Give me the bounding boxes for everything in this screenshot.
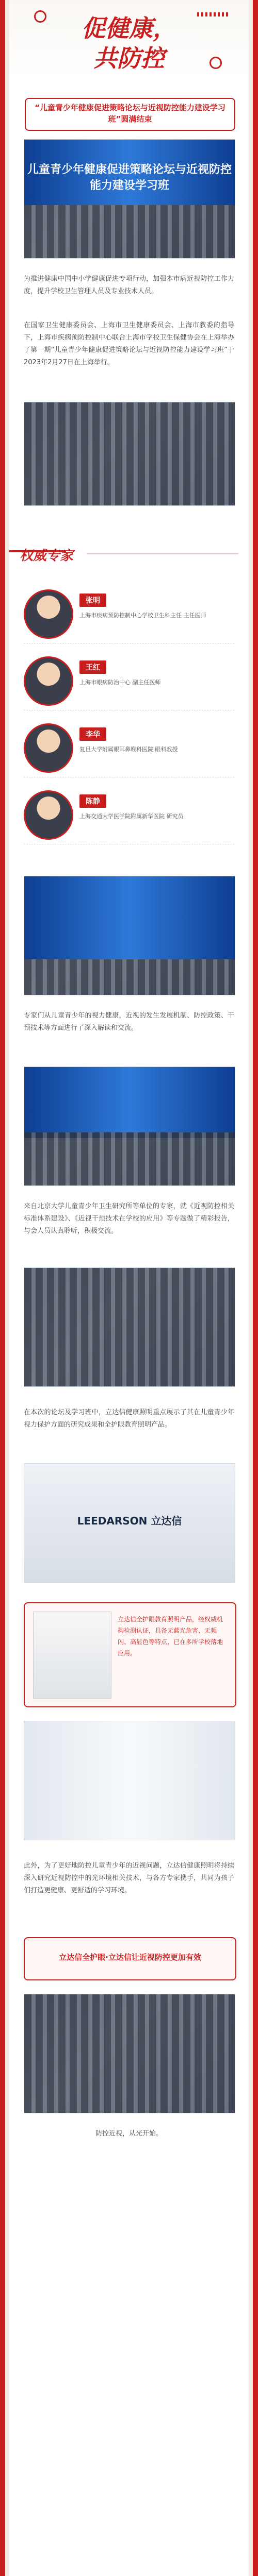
product-display-photo: [24, 1721, 235, 1840]
right-red-border: [253, 0, 258, 2576]
promo-text: 立达信全护眼·立达信让近视防控更加有效: [59, 1953, 201, 1962]
closing-paragraph-1: 此外，为了更好地防控儿童青少年的近视问题，立达信健康照明将持续深入研究近视防控中的光环境相关技术，与各方专家携手，共同为孩子们打造更健康、更舒适的学习环境。: [24, 1862, 234, 1894]
hero-title: [9, 13, 249, 73]
expert-title: 上海市眼病防治中心 副主任医师: [79, 679, 161, 686]
talks-paragraph-2: 来自北京大学儿童青少年卫生研究所等单位的专家，就《近视防控相关标准体系建设》、《近视干预技术在学校的应用》等专题做了精彩报告，与会人员认真聆听，积极交流。: [24, 1202, 234, 1235]
avatar: [24, 723, 73, 773]
hero-title-line1: 促健康，: [82, 14, 176, 42]
article-body: [9, 0, 249, 2576]
expert-card: [24, 783, 234, 844]
expert-name: 陈静: [79, 794, 106, 808]
expert-card: [24, 582, 234, 643]
expert-card: [24, 716, 234, 777]
section-experts-title: 权威专家: [20, 548, 74, 564]
intro-paragraph-1: 为推进健康中国中小学健康促进专项行动，加强本市病近视防控工作力度，提升学校卫生管理人员及专业技术人员。: [24, 275, 234, 295]
classroom-photo: [24, 1267, 235, 1387]
avatar: [24, 656, 73, 706]
left-red-border: [0, 0, 5, 2576]
expert-card: [24, 649, 234, 710]
speaker-photo: [24, 876, 235, 995]
event-banner-text: “儿童青少年健康促进策略论坛与近视防控能力建设学习班”圆满结束: [35, 103, 225, 124]
certificate-image: [33, 1612, 111, 1699]
hero-title-line2: 共防控: [93, 44, 165, 72]
hero-header: [9, 0, 249, 77]
product-booth-photo: [24, 1463, 235, 1583]
section-experts-header: [9, 541, 249, 574]
event-stage-photo: [24, 139, 235, 259]
avatar: [24, 790, 73, 840]
product-highlight-text: 立达信全护眼教育照明产品，经权威机构检测认证，具备无蓝光危害、无频闪、高显色等特点，已在多所学校落地应用。: [118, 1616, 223, 1657]
product-highlight-box: [24, 1602, 236, 1707]
expert-name: 王红: [79, 660, 106, 674]
lecture-photo: [24, 1066, 235, 1186]
audience-photo: [24, 402, 235, 506]
expert-title: 复旦大学附属眼耳鼻喉科医院 眼科教授: [79, 746, 178, 753]
expert-title: 上海交通大学医学院附属新华医院 研究员: [79, 813, 184, 820]
avatar: [24, 589, 73, 639]
stage-banner-text: 儿童青少年健康促进策略论坛与近视防控能力建设学习班: [27, 163, 232, 193]
products-paragraph-1: 在本次的论坛及学习班中，立达信健康照明重点展示了其在儿童青少年视力保护方面的研究成果和全护眼教育照明产品。: [24, 1409, 234, 1429]
brand-logo-text: LEEDARSON 立达信: [77, 1515, 182, 1527]
talks-paragraph-1: 专家们从儿童青少年的视力健康，近视的发生发展机制、防控政策、干预技术等方面进行了深入解读和交流。: [24, 1012, 234, 1032]
event-banner: [25, 98, 235, 131]
promo-box: [24, 1937, 236, 1980]
intro-paragraph-2: 在国家卫生健康委员会、上海市卫生健康委员会、上海市教委的指导下，上海市疾病预防控制中心联合上海市学校卫生保健协会在上海举办了第一期“儿童青少年健康促进策略论坛与近视防控能力建设学习班”于2023年2月27日在上海举行。: [24, 321, 234, 366]
expert-title: 上海市疾病预防控制中心学校卫生科主任 主任医师: [79, 612, 206, 619]
expert-name: 张明: [79, 594, 106, 607]
closing-paragraph-2: 防控近视，从光开始。: [95, 2130, 163, 2138]
expert-name: 李华: [79, 727, 106, 741]
closing-photo: [24, 1994, 235, 2113]
